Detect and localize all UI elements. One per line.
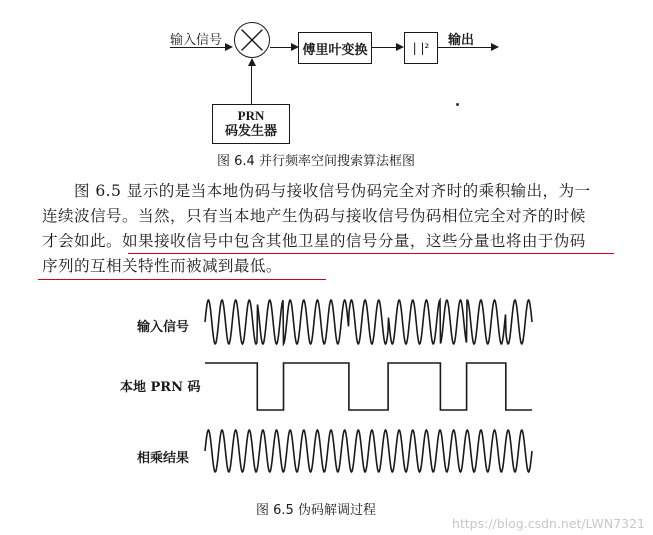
product-waveform bbox=[205, 430, 532, 472]
wave-label-product: 相乘结果 bbox=[137, 451, 190, 466]
paragraph-line-1: 图 6.5 显示的是当本地伪码与接收信号伪码完全对齐时的乘积输出，为一 bbox=[74, 182, 591, 200]
paragraph-line-2: 连续波信号。当然，只有当本地产生伪码与接收信号伪码相位完全对齐的时候 bbox=[42, 207, 586, 225]
watermark: https://blog.csdn.net/LWN7321 bbox=[451, 516, 645, 531]
figure-6-5-caption: 图 6.5 伪码解调过程 bbox=[256, 503, 376, 518]
figure-6-4-caption: 图 6.4 并行频率空间搜索算法框图 bbox=[217, 154, 415, 169]
prn-block-line2: 码发生器 bbox=[224, 124, 277, 139]
output-label: 输出 bbox=[448, 33, 475, 48]
magnitude-squared-block: | |² bbox=[404, 32, 438, 64]
input-signal-waveform bbox=[205, 300, 532, 344]
wave-label-prn: 本地 PRN 码 bbox=[120, 380, 201, 395]
fft-block: 傅里叶变换 bbox=[298, 32, 372, 64]
paragraph-line-4: 序列的互相关特性而被减到最低。 bbox=[42, 257, 282, 275]
prn-block-line1: PRN bbox=[237, 108, 265, 123]
wave-label-input: 输入信号 bbox=[137, 320, 190, 335]
paragraph-line-3: 才会如此。如果接收信号中包含其他卫星的信号分量，这些分量也将由于伪码 bbox=[42, 232, 586, 250]
input-signal-label: 输入信号 bbox=[170, 33, 223, 48]
prn-code-waveform bbox=[205, 363, 532, 410]
